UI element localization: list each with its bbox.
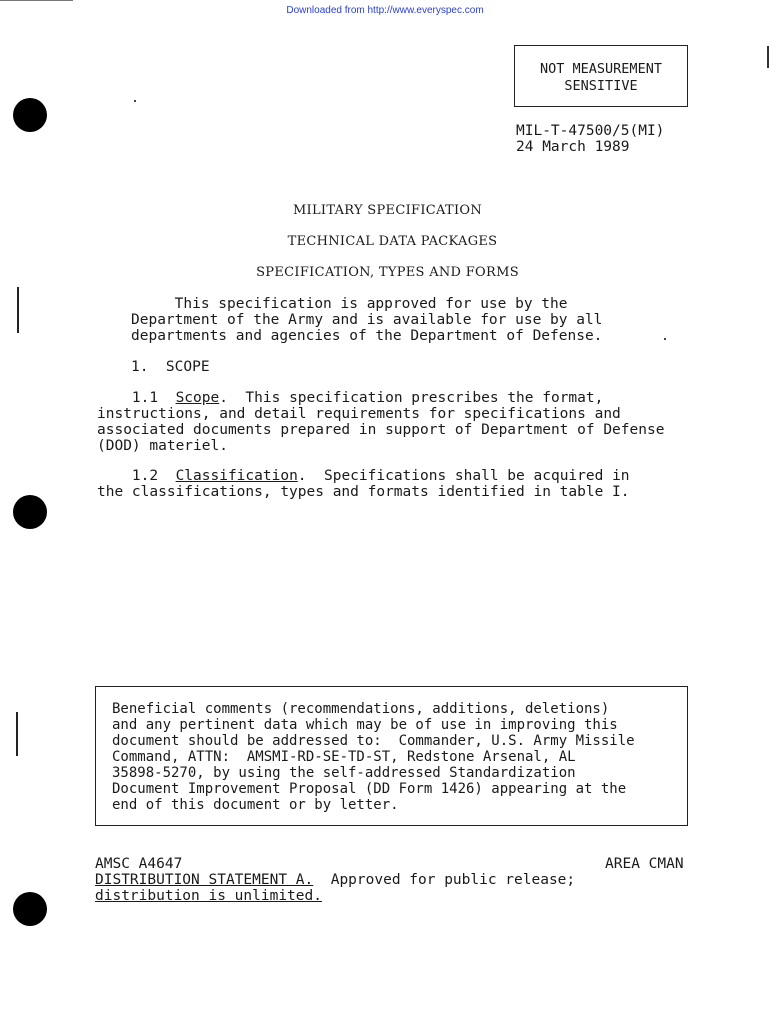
comments-line: end of this document or by letter.	[112, 797, 399, 813]
scan-edge-mark	[767, 46, 769, 68]
title-military-specification: MILITARY SPECIFICATION	[292, 203, 483, 218]
approval-paragraph	[131, 296, 602, 344]
margin-change-bar	[16, 712, 18, 756]
section-number: 1.1	[131, 390, 176, 406]
amsc-number: AMSC A4647	[95, 856, 183, 872]
distribution-statement-title: DISTRIBUTION STATEMENT A.	[95, 872, 314, 888]
section-title: Classification	[175, 468, 298, 484]
section-1-2	[97, 468, 630, 500]
comments-line: document should be addressed to: Commander, U.S. Army Missile	[112, 733, 635, 749]
section-title: Scope	[175, 390, 220, 406]
comments-line: Document Improvement Proposal (DD Form 1426) appearing at the	[112, 781, 627, 797]
punch-hole-bottom	[13, 892, 47, 926]
punch-hole-middle	[13, 495, 47, 529]
beneficial-comments-box	[95, 686, 688, 826]
scan-speck	[134, 100, 136, 102]
document-date: 24 March 1989	[516, 139, 630, 155]
punch-hole-top	[13, 98, 47, 132]
section-number: 1.2	[131, 468, 176, 484]
download-source-link[interactable]: Downloaded from http://www.everyspec.com	[286, 5, 484, 16]
section-text: . Specifications shall be acquired in	[297, 468, 630, 484]
approval-line: Department of the Army and is available for use by all	[131, 312, 603, 328]
approval-line: This specification is approved for use by the	[131, 296, 568, 312]
distribution-statement-line-2: distribution is unlimited.	[95, 888, 322, 904]
section-1-1	[97, 390, 664, 454]
distribution-statement-text: Approved for public release;	[313, 872, 576, 888]
comments-line: and any pertinent data which may be of use in improving this	[112, 717, 618, 733]
area-code: AREA CMAN	[605, 856, 684, 872]
title-technical-data-packages: TECHNICAL DATA PACKAGES	[287, 234, 498, 249]
section-heading-scope: 1. SCOPE	[131, 359, 210, 375]
top-edge-line	[0, 0, 73, 1]
comments-line: 35898-5270, by using the self-addressed Standardization	[112, 765, 576, 781]
scan-speck	[664, 338, 666, 340]
comments-line: Command, ATTN: AMSMI-RD-SE-TD-ST, Redstone Arsenal, AL	[112, 749, 576, 765]
margin-change-bar	[17, 287, 19, 333]
marking-line-2: SENSITIVE	[564, 78, 638, 94]
section-text: . This specification prescribes the format,	[219, 390, 604, 406]
measurement-marking-box	[514, 45, 688, 107]
title-specification-types-forms: SPECIFICATION, TYPES AND FORMS	[256, 265, 519, 280]
comments-text	[112, 701, 635, 813]
section-line: the classifications, types and formats identified in table I.	[97, 484, 630, 500]
approval-line: departments and agencies of the Department of Defense.	[131, 328, 603, 344]
section-line: (DOD) materiel.	[97, 438, 228, 454]
document-number: MIL-T-47500/5(MI)	[516, 123, 665, 139]
section-1-1-first-line	[97, 390, 664, 406]
distribution-statement	[95, 872, 575, 888]
section-line: instructions, and detail requirements for specifications and	[97, 406, 621, 422]
comments-line: Beneficial comments (recommendations, additions, deletions)	[112, 701, 610, 717]
marking-line-1: NOT MEASUREMENT	[540, 61, 662, 77]
section-line: associated documents prepared in support of Department of Defense	[97, 422, 665, 438]
section-1-2-first-line	[97, 468, 630, 484]
